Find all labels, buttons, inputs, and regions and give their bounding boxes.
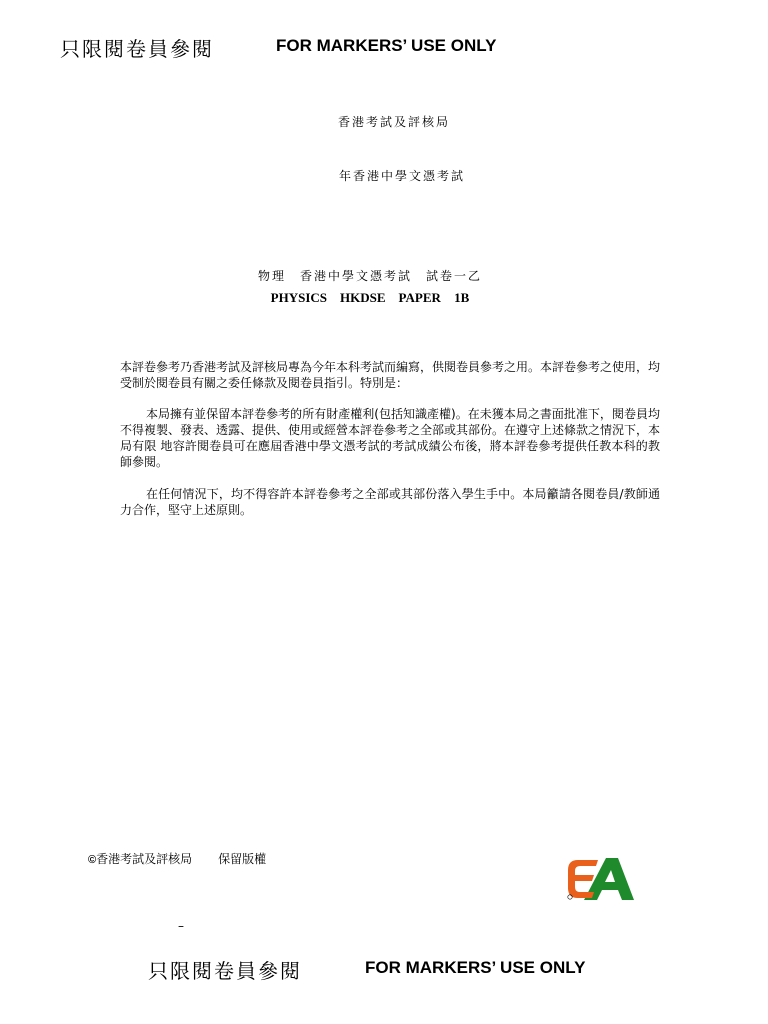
notice-paragraph-3: 在任何情況下，均不得容許本評卷參考之全部或其部份落入學生手中。本局籲請各閱卷員/教師通力合作，堅守上述原則。 xyxy=(120,487,660,517)
header-en-label: FOR MARKERS’ USE ONLY xyxy=(276,36,497,55)
authority-name: 香港考試及評核局 xyxy=(337,115,450,129)
notice-paragraph-1: 本評卷參考乃香港考試及評核局專為今年本科考試而編寫，供閱卷員參考之用。本評卷參考之使用，均受制於閱卷員有關之委任條款及閱卷員指引。特別是： xyxy=(120,360,661,390)
subject-en: PHYSICS HKDSE PAPER 1B xyxy=(270,290,470,305)
copyright-rights: 保留版權 xyxy=(218,852,267,866)
subject-cn: 物理 香港中學文憑考試 試卷一乙 xyxy=(257,269,482,283)
footer-cn-label: 只限閱卷員參閱 xyxy=(148,959,302,983)
copyright-line xyxy=(88,850,266,867)
notice-paragraph-2: 本局擁有並保留本評卷參考的所有財產權利(包括知識產權)。在未獲本局之書面批准下，閱卷員均不得複製、發表、透露、提供、使用或經營本評卷參考之全部或其部份。在遵守上述條款之情況下，本局有限 地容許閱卷員可在應屆香港中學文憑考試的考試成績公布後，將本評卷參考提供任教本科的教師參閱。 xyxy=(120,407,661,469)
copyright-symbol: © xyxy=(88,854,97,866)
copyright-holder: 香港考試及評核局 xyxy=(96,852,193,866)
footer-en-label: FOR MARKERS’ USE ONLY xyxy=(365,958,586,977)
exam-title: 年香港中學文憑考試 xyxy=(338,169,465,183)
page-mark: – xyxy=(178,919,184,933)
hkeaa-logo-icon xyxy=(562,854,638,902)
header-cn-label: 只限閱卷員參閱 xyxy=(60,37,214,61)
